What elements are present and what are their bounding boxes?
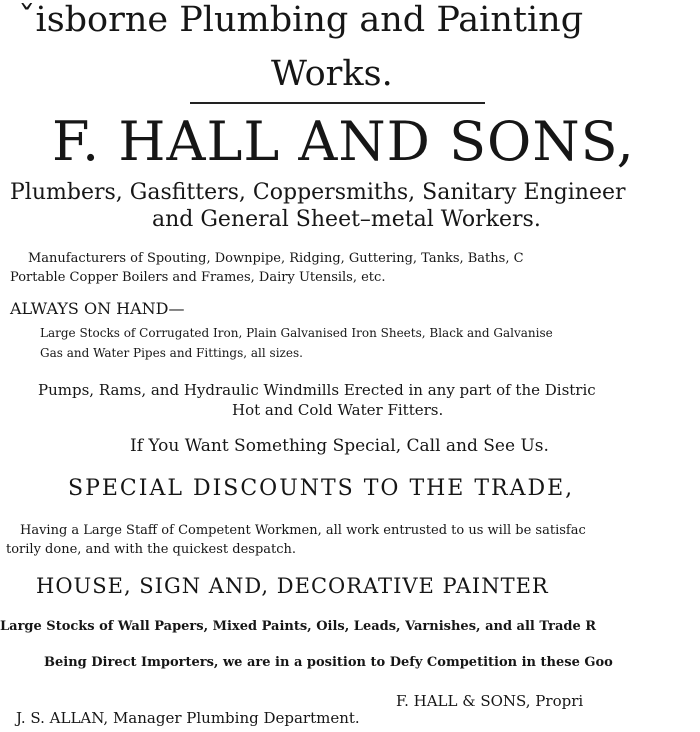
discounts-heading: SPECIAL DISCOUNTS TO THE TRADE, (68, 476, 575, 501)
title-line-1: ˇisborne Plumbing and Paintinɡ (18, 0, 584, 40)
special-call: If You Want Something Special, Call and See Us. (130, 436, 549, 456)
always-on-hand-line-1: Large Stocks of Corrugated Iron, Plain Galvanised Iron Sheets, Black and Galvanise (40, 326, 553, 340)
manager-signature: J. S. ALLAN, Manager Plumbing Department. (16, 709, 360, 727)
importers-line: Being Direct Importers, we are in a position to Defy Competition in these Goo (44, 655, 613, 670)
proprietors-signature: F. HALL & SONS, Propri (396, 692, 584, 710)
manufacturers-line-2: Portable Copper Boilers and Frames, Dairy Utensils, etc. (10, 270, 386, 285)
manufacturers-line-1: Manufacturers of Spouting, Downpipe, Ridging, Guttering, Tanks, Baths, C (28, 251, 524, 266)
trades-line-2: and General Sheet–metal Workers. (152, 207, 541, 232)
title-underline (190, 102, 485, 104)
trades-line-1: Plumbers, Gasfitters, Coppersmiths, Sanitary Engineer (10, 180, 626, 205)
wall-papers-line: Large Stocks of Wall Papers, Mixed Paints, Oils, Leads, Varnishes, and all Trade R (0, 619, 597, 634)
painter-heading: HOUSE, SIGN AND, DECORATIVE PAINTER (36, 574, 549, 598)
firm-name: F. HALL AND SONS, (52, 110, 635, 173)
always-on-hand-line-2: Gas and Water Pipes and Fittings, all sizes. (40, 346, 303, 360)
always-on-hand-heading: ALWAYS ON HAND— (10, 299, 185, 318)
staff-line-1: Having a Large Staff of Competent Workmen, all work entrusted to us will be satisfac (20, 523, 586, 538)
pumps-line-2: Hot and Cold Water Fitters. (232, 401, 444, 419)
title-line-2: Works. (271, 54, 393, 94)
staff-line-2: torily done, and with the quickest despatch. (6, 542, 297, 557)
pumps-line-1: Pumps, Rams, and Hydraulic Windmills Erected in any part of the Distric (38, 381, 596, 399)
